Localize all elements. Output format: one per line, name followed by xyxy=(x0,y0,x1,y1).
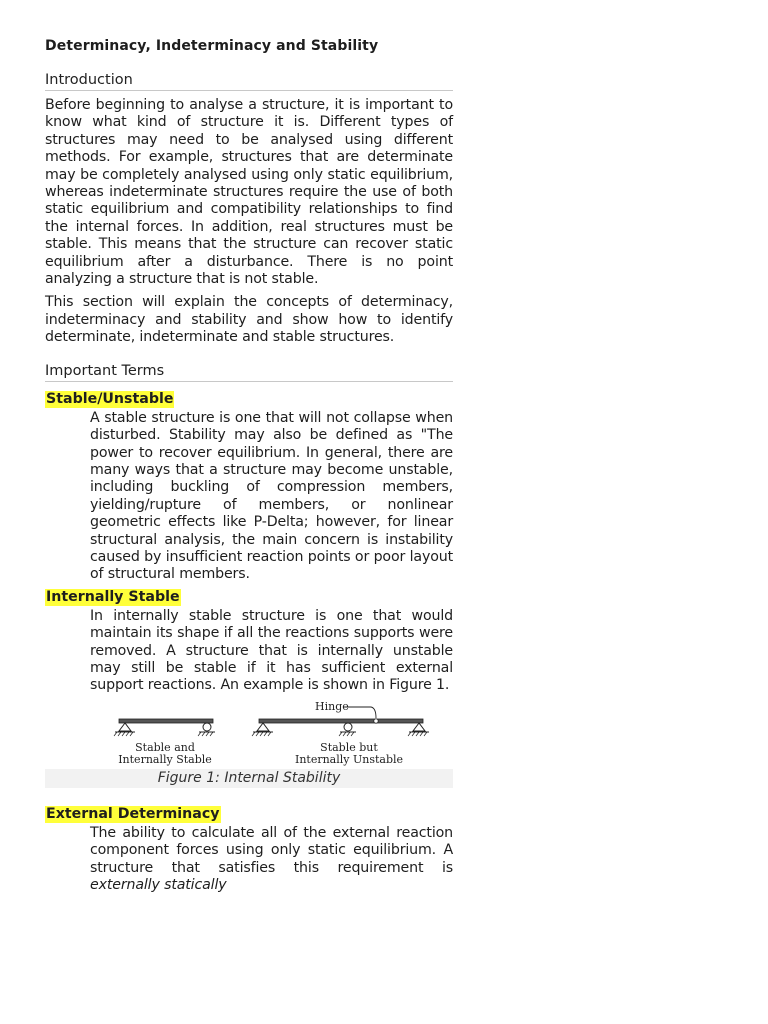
internal-stability-diagram xyxy=(93,701,483,767)
term-definition-internally-stable: In internally stable structure is one that would maintain its shape if all the reactions supports were removed. A structure that is internally unstable may still be stable if it has sufficient external support reactions. An example is shown in Figure 1. xyxy=(90,607,453,694)
intro-paragraph-2: This section will explain the concepts of determinacy, indeterminacy and stability and show how to identify determinate, indeterminate and stable structures. xyxy=(45,294,453,346)
term-external-determinacy xyxy=(45,803,453,895)
term-label-external-determinacy: External Determinacy xyxy=(46,805,220,822)
right-label-line2: Internally Unstable xyxy=(294,752,404,766)
figure-1 xyxy=(45,701,453,789)
middle-roller-support-icon xyxy=(344,723,352,731)
hinge-label: Hinge xyxy=(315,700,349,713)
right-label-line1: Stable but xyxy=(320,740,378,754)
intro-paragraph-1: Before beginning to analyse a structure, it is important to know what kind of structure it is. Different types of structures may need to be analysed using different methods. For example, structures that are determinate may be completely analysed using only static equilibrium, whereas indeterminate structures require the use of both static equilibrium and compatibility relationships to find the internal forces. In addition, real structures must be stable. This means that the structure can recover static equilibrium after a disturbance. There is no point analyzing a structure that is not stable. xyxy=(45,97,453,288)
hinge-icon xyxy=(374,719,378,723)
external-determinacy-emphasis: externally statically xyxy=(90,877,227,893)
left-label-line1: Stable and xyxy=(135,740,195,754)
term-label-internally-stable: Internally Stable xyxy=(46,588,180,605)
intro-heading: Introduction xyxy=(45,72,453,91)
document-title: Determinacy, Indeterminacy and Stability xyxy=(45,38,379,54)
left-label-line2: Internally Stable xyxy=(118,752,212,766)
term-definition-external-determinacy xyxy=(90,825,453,895)
right-pin-support-icon xyxy=(257,723,269,731)
terms-heading: Important Terms xyxy=(45,363,453,382)
right-beam xyxy=(259,719,423,723)
left-beam xyxy=(119,719,213,723)
figure-caption: Figure 1: Internal Stability xyxy=(45,769,453,788)
term-internally-stable xyxy=(45,586,453,695)
term-label-stable-unstable: Stable/Unstable xyxy=(46,390,174,407)
external-determinacy-text: The ability to calculate all of the external reaction component forces using only static equilibrium. A structure that satisfies this requirement is xyxy=(90,824,453,876)
left-roller-support-icon xyxy=(203,723,211,731)
document-page xyxy=(45,38,453,894)
term-stable-unstable xyxy=(45,388,453,584)
right-end-pin-support-icon xyxy=(413,723,425,731)
term-definition-stable-unstable: A stable structure is one that will not collapse when disturbed. Stability may also be defined as "The power to recover equilibrium. In general, there are many ways that a structure may become unstable, including buckling of compression members, yielding/rupture of members, or nonlinear geometric effects like P-Delta; however, for linear structural analysis, the main concern is instability caused by insufficient reaction points or poor layout of structural members. xyxy=(90,409,453,583)
left-pin-support-icon xyxy=(119,723,131,731)
